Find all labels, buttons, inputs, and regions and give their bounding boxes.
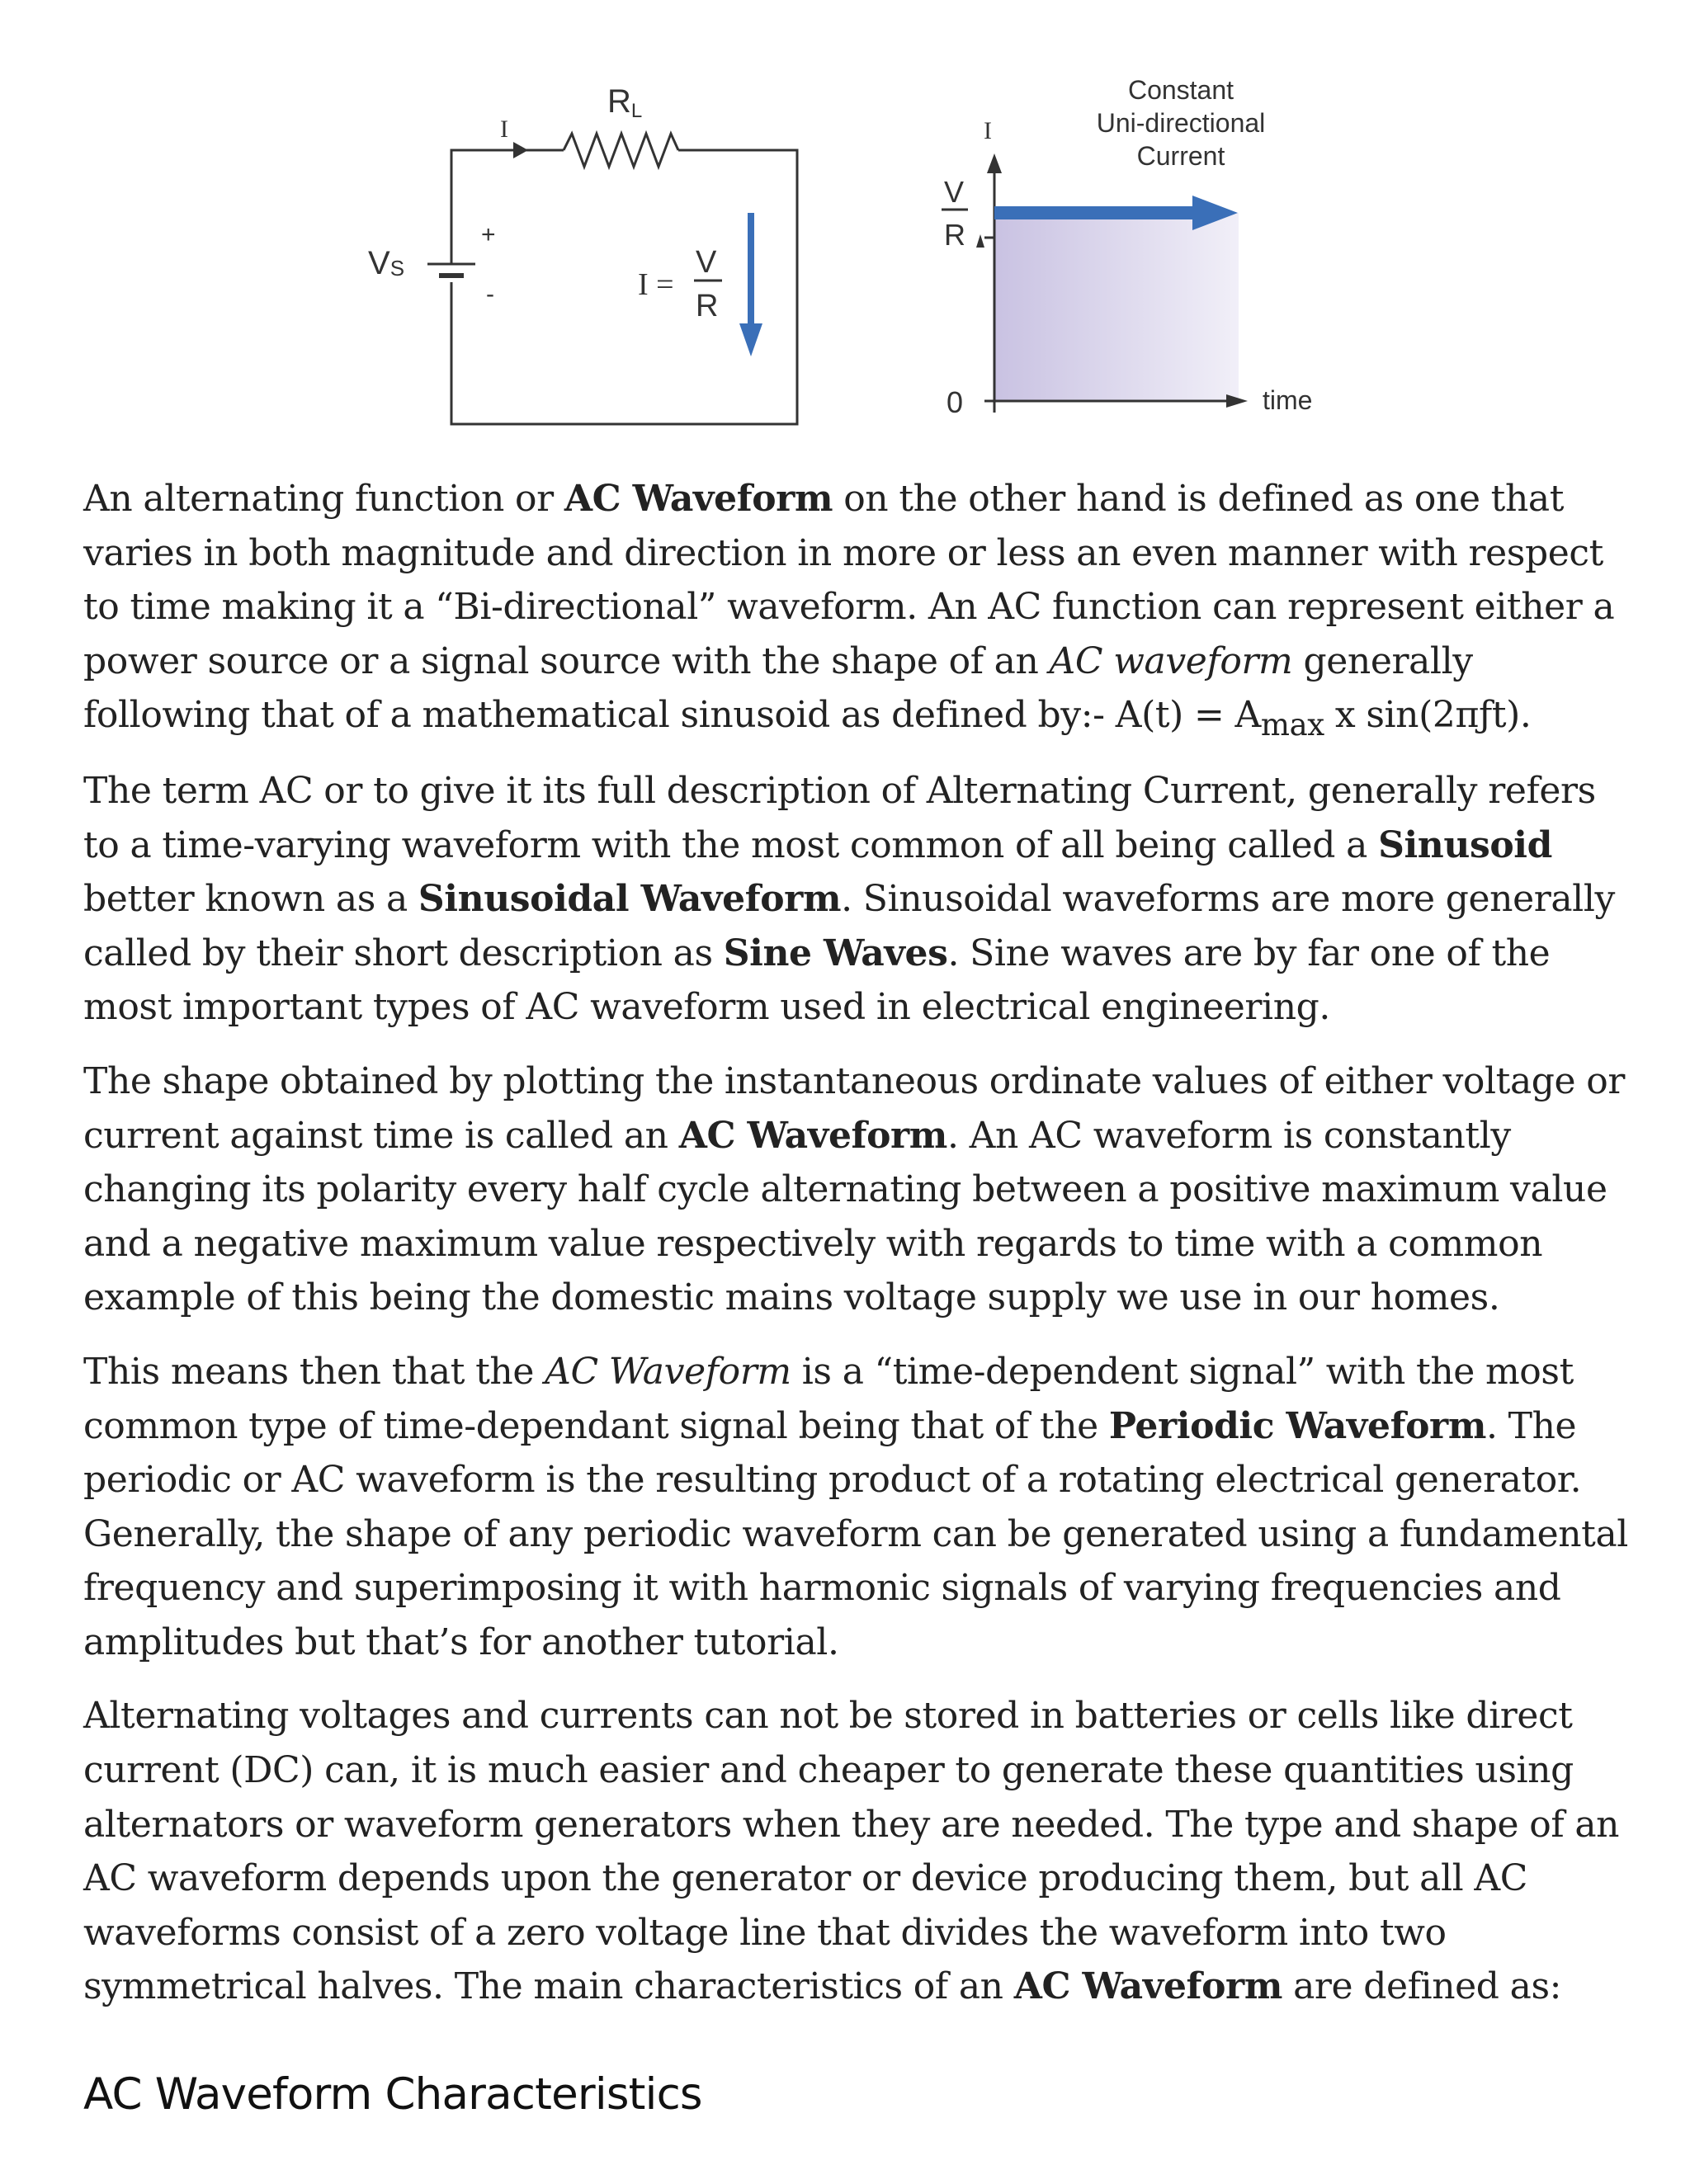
- level-label-denominator: R: [944, 218, 965, 252]
- ohms-law-denominator: R: [696, 289, 719, 323]
- ohms-law-lhs: I =: [638, 267, 674, 302]
- circuit-current-label: I: [500, 116, 508, 143]
- current-area-fill: [994, 213, 1239, 400]
- resistor-symbol: [564, 134, 678, 167]
- current-flow-arrow: [739, 213, 762, 356]
- y-axis-arrowhead: [987, 153, 1002, 173]
- graph-title-line2: Uni-directional: [1096, 108, 1266, 138]
- battery-minus-sign: -: [486, 281, 494, 308]
- paragraph-ac-waveform-intro: An alternating function or AC Waveform on the other hand is defined as one that varies in both magnitude and direction in more or less an even manner with respect to time making it a “Bi-directional” waveform. An AC function can represent either a power source or a signal source with the shape of an AC waveform generally following that of a mathematical sinusoid as defined by:- $A(t) = A_{max}$ x sin(2πƒt).: [83, 478, 1615, 743]
- current-direction-arrow: [513, 142, 528, 158]
- source-voltage-label: VS: [368, 245, 405, 281]
- section-heading: AC Waveform Characteristics: [83, 2069, 702, 2120]
- battery-plus-sign: +: [481, 221, 496, 248]
- constant-current-graph: [942, 75, 1312, 419]
- level-tick-arrow: [976, 234, 984, 248]
- graph-title-line1: Constant: [1127, 75, 1234, 105]
- x-axis-label: time: [1263, 385, 1313, 415]
- article-body: [83, 472, 1635, 2034]
- ohms-law-numerator: V: [696, 245, 717, 280]
- y-axis-label: I: [984, 117, 992, 144]
- paragraph-storage: Alternating voltages and currents can not be stored in batteries or cells like direct current (DC) can, it is much easier and cheaper to generate these quantities using alternators or waveform generators when they are needed. The type and shape of an AC waveform depends upon the generator or device producing them, but all AC waveforms consist of a zero voltage line that divides the waveform into two symmetrical halves. The main characteristics of an AC Waveform are defined as:: [83, 1695, 1620, 2008]
- paragraph-sinusoid: The term AC or to give it its full description of Alternating Current, generally refers to a time-varying waveform with the most common of all being called a Sinusoid better known as a Sinusoidal Waveform. Sinusoidal waveforms are more generally called by their short description as Sine Waves. Sine waves are by far one of the most important types of AC waveform used in electrical engineering.: [83, 769, 1615, 1029]
- origin-label: 0: [946, 385, 964, 419]
- paragraph-waveform-shape: The shape obtained by plotting the instantaneous ordinate values of either voltage or current against time is called an AC Waveform. An AC waveform is constantly changing its polarity every half cycle alternating between a positive maximum value and a negative maximum value respectively with regards to time with a common example of this being the domestic mains voltage supply we use in our homes.: [83, 1059, 1626, 1319]
- graph-title-line3: Current: [1136, 141, 1225, 171]
- level-label-numerator: V: [944, 175, 965, 209]
- dc-circuit-figure: [0, 0, 1690, 462]
- circuit-diagram: [368, 83, 797, 424]
- resistor-label: RL: [607, 83, 643, 122]
- circuit-wire: [451, 150, 797, 424]
- paragraph-periodic-waveform: This means then that the AC Waveform is a “time-dependent signal” with the most common type of time-dependant signal being that of the Periodic Waveform. The periodic or AC waveform is the resulting product of a rotating electrical generator. Generally, the shape of any periodic waveform can be generated using a fundamental frequency and superimposing it with harmonic signals of varying frequencies and amplitudes but that’s for another tutorial.: [83, 1350, 1628, 1663]
